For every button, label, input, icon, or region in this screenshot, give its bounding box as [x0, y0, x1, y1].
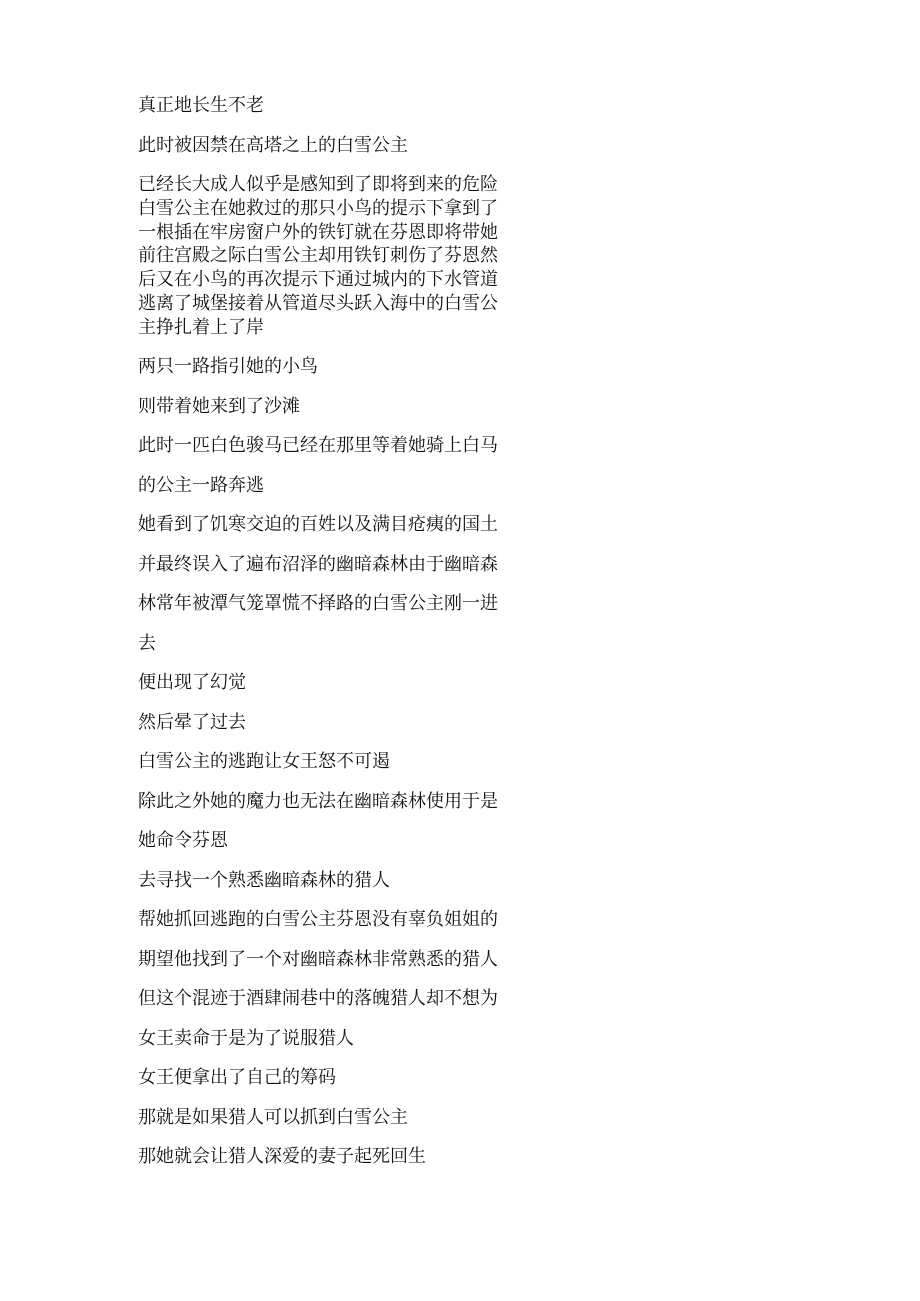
paragraph-line: 一根插在牢房窗户外的铁钉就在芬恩即将带她: [138, 221, 498, 243]
text-line: 但这个混迹于酒肆闹巷中的落魄猎人却不想为: [138, 988, 498, 1010]
text-line: 此时被因禁在高塔之上的白雪公主: [138, 134, 408, 156]
text-line: 女王卖命于是为了说服猎人: [138, 1027, 354, 1049]
text-line: 去: [138, 632, 156, 654]
text-paragraph: [138, 173, 518, 340]
text-line: 期望他找到了一个对幽暗森林非常熟悉的猎人: [138, 948, 498, 970]
text-line: 两只一路指引她的小鸟: [138, 356, 318, 378]
paragraph-line: 主挣扎着上了岸: [138, 316, 264, 338]
paragraph-line: 后又在小鸟的再次提示下通过城内的下水管道: [138, 269, 498, 291]
paragraph-line: 已经长大成人似乎是感知到了即将到来的危险: [138, 174, 498, 195]
text-line: 白雪公主的逃跑让女王怒不可遏: [138, 751, 390, 773]
text-line: 那就是如果猎人可以抓到白雪公主: [138, 1106, 408, 1128]
text-line: 她看到了饥寒交迫的百姓以及满目疮痍的国土: [138, 514, 498, 536]
text-line: 去寻找一个熟悉幽暗森林的猎人: [138, 869, 390, 891]
text-line: 并最终误入了遍布沼泽的幽暗森林由于幽暗森: [138, 553, 498, 575]
text-line: 除此之外她的魔力也无法在幽暗森林使用于是: [138, 790, 498, 812]
paragraph-line: 白雪公主在她救过的那只小鸟的提示下拿到了: [138, 197, 498, 219]
text-line: 林常年被潭气笼罩慌不择路的白雪公主刚一进: [138, 593, 498, 615]
document-body: [138, 94, 518, 1185]
text-line: 真正地长生不老: [138, 95, 264, 116]
text-line: 则带着她来到了沙滩: [138, 395, 300, 417]
text-line: 那她就会让猎人深爱的妻子起死回生: [138, 1146, 426, 1168]
paragraph-line: 逃离了城堡接着从管道尽头跃入海中的白雪公: [138, 292, 498, 314]
text-line: 帮她抓回逃跑的白雪公主芬恩没有辜负姐姐的: [138, 909, 498, 931]
text-line: 她命令芬恩: [138, 830, 228, 852]
text-line: 的公主一路奔逃: [138, 474, 264, 496]
text-line: 女王便拿出了自己的筹码: [138, 1067, 336, 1089]
paragraph-line: 前往宫殿之际白雪公主却用铁钉刺伤了芬恩然: [138, 245, 498, 267]
text-line: 此时一匹白色骏马已经在那里等着她骑上白马: [138, 435, 498, 457]
text-line: 便出现了幻觉: [138, 672, 246, 694]
text-line: 然后晕了过去: [138, 711, 246, 733]
